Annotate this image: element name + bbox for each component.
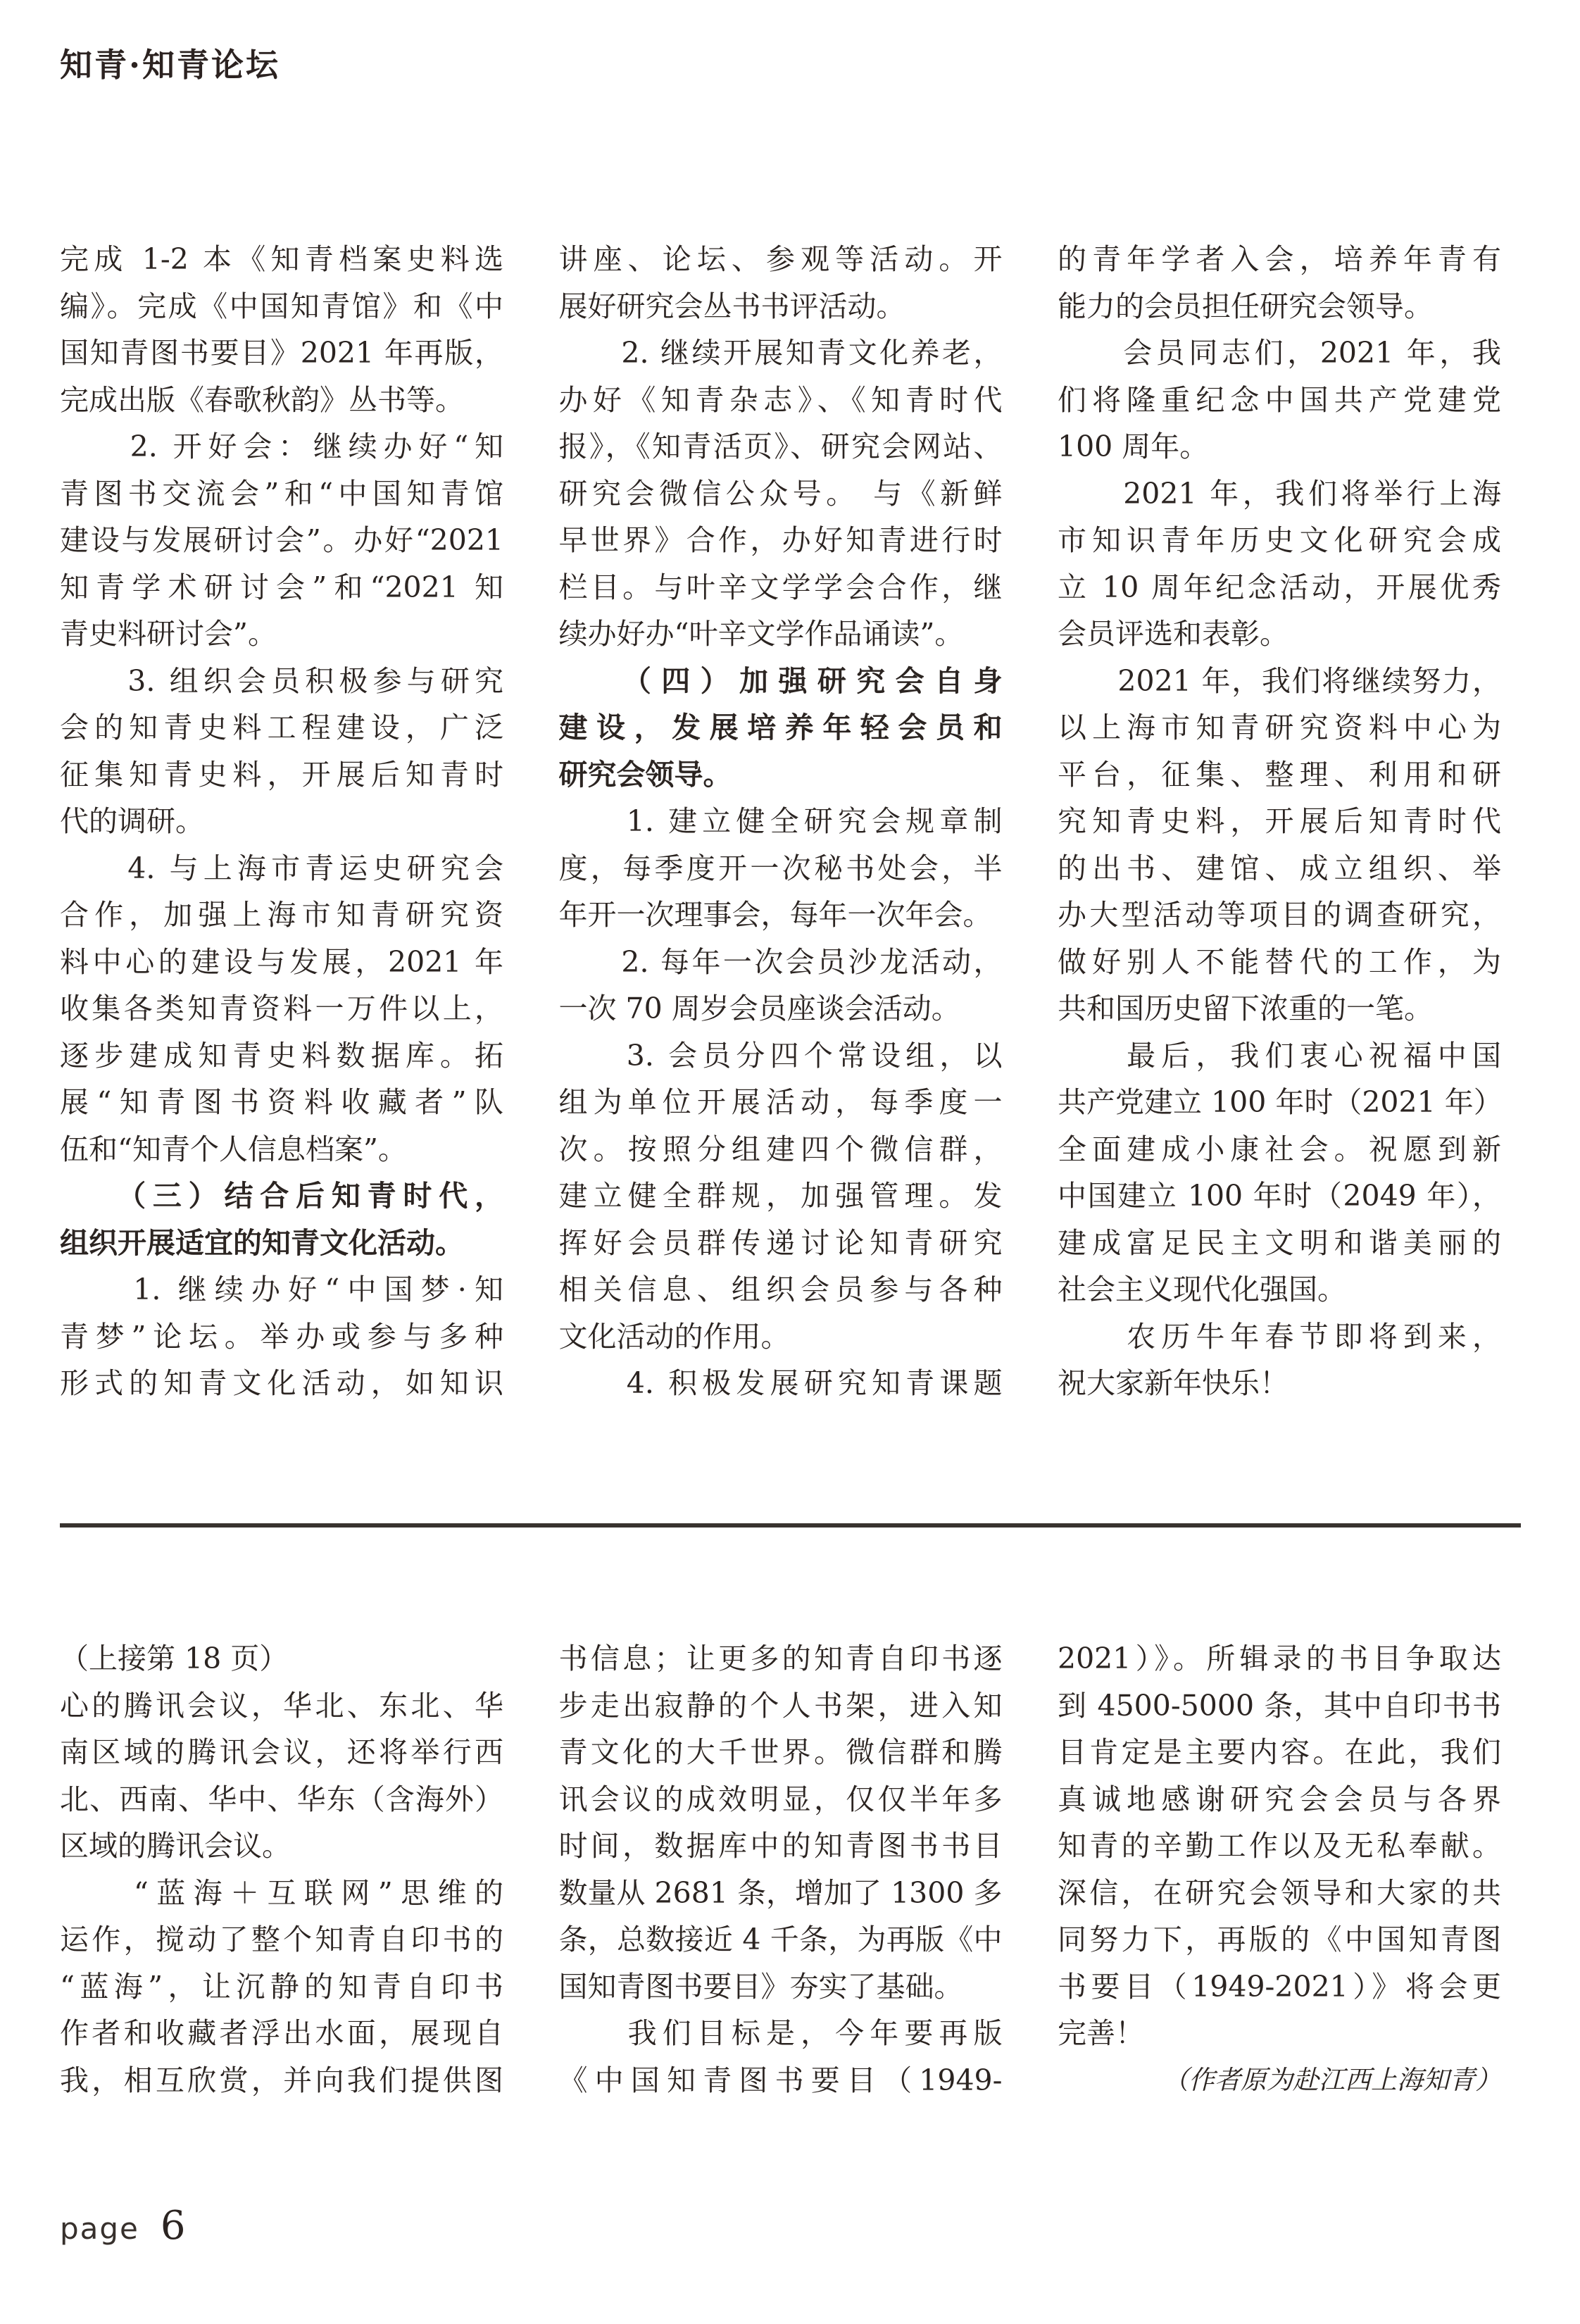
text-line: 编》。完成《中国知青馆》和《中 [60,289,503,323]
bottom-section [60,1635,1501,2104]
text-line: 做好别人不能替代的工作，为 [1058,944,1501,979]
text-line: 栏目。与叶辛文学学会合作，继 [558,570,1003,604]
text-line: 1. 继续办好“中国梦·知 [60,1273,503,1306]
text-line: 展“知青图书资料收藏者”队 [60,1085,503,1119]
text-line: 报》，《知青活页》、研究会网站、 [558,430,1003,463]
text-line: 我，相互欣赏，并向我们提供图 [60,2063,503,2097]
text-line: 完成 1-2 本《知青档案史料选 [60,242,503,276]
text-line: 平台，征集、整理、利用和研 [1058,757,1501,792]
page-footer [60,2203,186,2249]
text-line: 我们目标是，今年要再版 [558,2016,1003,2050]
text-line: （上接第 18 页） [60,1642,289,1675]
text-line: 料中心的建设与发展，2021 年 [60,944,503,979]
text-line: 完成出版《春歌秋韵》丛书等。 [60,382,464,417]
text-line: 运作，搅动了整个知青自印书的 [60,1923,503,1956]
text-line: 青文化的大千世界。微信群和腾 [558,1735,1003,1769]
text-line: 2021）》。所辑录的书目争取达 [1058,1642,1501,1675]
text-line: 1. 建立健全研究会规章制 [558,804,1003,838]
text-column [1058,236,1501,1407]
top-section [60,236,1501,1407]
text-line: 南区域的腾讯会议，还将举行西 [60,1735,503,1769]
text-line: （四）加强研究会自身 [558,663,1003,698]
text-line: 研究会微信公众号。 与《新鲜 [558,476,1003,511]
text-line: 国知青图书要目》夯实了基础。 [558,1969,963,2004]
text-line: 收集各类知青资料一万件以上， [60,992,503,1025]
text-line: 3. 组织会员积极参与研究 [60,663,503,698]
text-line: 4. 与上海市青运史研究会 [60,851,503,885]
text-line: 农历牛年春节即将到来， [1058,1319,1501,1354]
page-header-title: 知青·知青论坛 [60,46,281,84]
text-line: 祝大家新年快乐！ [1058,1366,1289,1400]
text-line: 建设与发展研讨会”。办好“2021 [60,523,503,557]
text-line: 建设，发展培养年轻会员和 [558,711,1003,744]
text-line: 国知青图书要目》2021 年再版， [60,336,503,370]
text-line: 一次 70 周岁会员座谈会活动。 [558,992,960,1025]
text-line: 书要目（1949-2021）》将会更 [1058,1969,1501,2004]
text-line: 们将隆重纪念中国共产党建党 [1058,382,1501,417]
text-line: 合作，加强上海市知青研究资 [60,898,503,932]
text-line: 《中国知青图书要目（1949- [558,2063,1003,2097]
text-line: 文化活动的作用。 [558,1319,790,1354]
text-line: 年开一次理事会，每年一次年会。 [558,898,992,932]
text-line: 2. 每年一次会员沙龙活动， [558,944,1003,979]
text-line: 的出书、建馆、成立组织、举 [1058,851,1501,885]
text-line: 续办好办“叶辛文学作品诵读”。 [558,617,964,651]
text-line: 真诚地感谢研究会会员与各界 [1058,1782,1501,1816]
text-line: 讯会议的成效明显，仅仅半年多 [558,1782,1003,1816]
text-line: 心的腾讯会议，华北、东北、华 [60,1688,503,1723]
text-line: 代的调研。 [60,804,204,838]
text-line: 会员评选和表彰。 [1058,617,1289,651]
text-line: （作者原为赴江西上海知青） [1162,2064,1501,2095]
text-line: 深信，在研究会领导和大家的共 [1058,1875,1501,1910]
footer-page-number: 6 [160,2203,186,2249]
text-line: 青梦”论坛。举办或参与多种 [60,1319,503,1354]
text-line: 北、西南、华中、华东（含海外） [60,1782,503,1816]
text-line: 区域的腾讯会议。 [60,1829,291,1863]
text-line: 形式的知青文化活动，如知识 [60,1366,503,1400]
text-line: “蓝海”，让沉静的知青自印书 [60,1969,503,2004]
text-line: 100 周年。 [1058,430,1209,463]
text-line: 到 4500-5000 条，其中自印书书 [1058,1688,1501,1723]
text-line: 2021 年，我们将继续努力， [1058,663,1501,698]
text-column [60,236,503,1407]
text-line: 展好研究会丛书书评活动。 [558,289,905,323]
text-column [60,1635,503,2104]
footer-page-label: page [60,2211,139,2246]
text-line: 究知青史料，开展后知青时代 [1058,804,1501,838]
section-divider [60,1523,1521,1528]
text-line: 时间，数据库中的知青图书书目 [558,1829,1003,1863]
text-line: 步走出寂静的个人书架，进入知 [558,1688,1003,1723]
text-line: 办大型活动等项目的调查研究， [1058,898,1501,932]
text-line: 知青学术研讨会”和“2021 知 [60,570,503,604]
text-line: 完善！ [1058,2016,1144,2050]
text-line: 研究会领导。 [558,757,732,792]
text-line: 青图书交流会”和“中国知青馆 [60,476,503,511]
text-line: 4. 积极发展研究知青课题 [558,1366,1003,1400]
text-line: 数量从 2681 条，增加了 1300 多 [558,1875,1003,1910]
text-line: 3. 会员分四个常设组，以 [558,1038,1003,1073]
text-line: 的青年学者入会，培养年青有 [1058,242,1501,276]
text-line: 征集知青史料，开展后知青时 [60,757,503,792]
text-line: 全面建成小康社会。祝愿到新 [1058,1132,1501,1166]
text-line: 会员同志们，2021 年，我 [1058,336,1501,370]
text-line: 青史料研讨会”。 [60,617,277,651]
text-line: 共和国历史留下浓重的一笔。 [1058,992,1433,1025]
text-line: 立 10 周年纪念活动，开展优秀 [1058,570,1501,604]
text-line: 相关信息、组织会员参与各种 [558,1273,1003,1306]
text-line: 建立健全群规，加强管理。发 [558,1179,1003,1213]
text-line: 能力的会员担任研究会领导。 [1058,289,1433,323]
text-line: 以上海市知青研究资料中心为 [1058,711,1501,744]
text-line: 2. 开好会：继续办好“知 [60,430,503,463]
text-line: 书信息；让更多的知青自印书逐 [558,1642,1003,1675]
text-line: 讲座、论坛、参观等活动。开 [558,242,1003,276]
text-line: 建成富足民主文明和谐美丽的 [1058,1225,1501,1260]
text-column [559,1635,1003,2104]
text-line: 会的知青史料工程建设，广泛 [60,711,503,744]
text-line: 挥好会员群传递讨论知青研究 [558,1225,1003,1260]
text-line: 2. 继续开展知青文化养老， [558,336,1003,370]
text-line: 同努力下，再版的《中国知青图 [1058,1923,1501,1956]
text-line: 度，每季度开一次秘书处会，半 [558,851,1003,885]
text-line: 早世界》合作，办好知青进行时 [558,523,1003,557]
text-line: 组织开展适宜的知青文化活动。 [60,1225,464,1260]
text-line: 条，总数接近 4 千条，为再版《中 [558,1923,1003,1956]
text-line: “蓝海＋互联网”思维的 [60,1875,503,1910]
text-line: 次。按照分组建四个微信群， [558,1132,1003,1166]
text-line: 社会主义现代化强国。 [1058,1273,1346,1306]
text-line: 中国建立 100 年时（2049 年）， [1058,1179,1501,1213]
text-line: 办好《知青杂志》、《知青时代 [558,382,1003,417]
text-line: 作者和收藏者浮出水面，展现自 [60,2016,503,2050]
text-column [559,236,1003,1407]
text-line: 组为单位开展活动，每季度一 [558,1085,1003,1119]
text-line: 逐步建成知青史料数据库。拓 [60,1038,503,1073]
text-line: 目肯定是主要内容。在此，我们 [1058,1735,1501,1769]
text-line: 知青的辛勤工作以及无私奉献。 [1058,1829,1501,1863]
text-line: 伍和“知青个人信息档案”。 [60,1132,407,1166]
text-line: 市知识青年历史文化研究会成 [1058,523,1501,557]
text-line: 共产党建立 100 年时（2021 年） [1058,1085,1503,1119]
text-column [1058,1635,1501,2104]
text-line: 2021 年，我们将举行上海 [1058,476,1501,511]
text-line: 最后，我们衷心祝福中国 [1058,1038,1501,1073]
text-line: （三）结合后知青时代， [60,1179,503,1213]
